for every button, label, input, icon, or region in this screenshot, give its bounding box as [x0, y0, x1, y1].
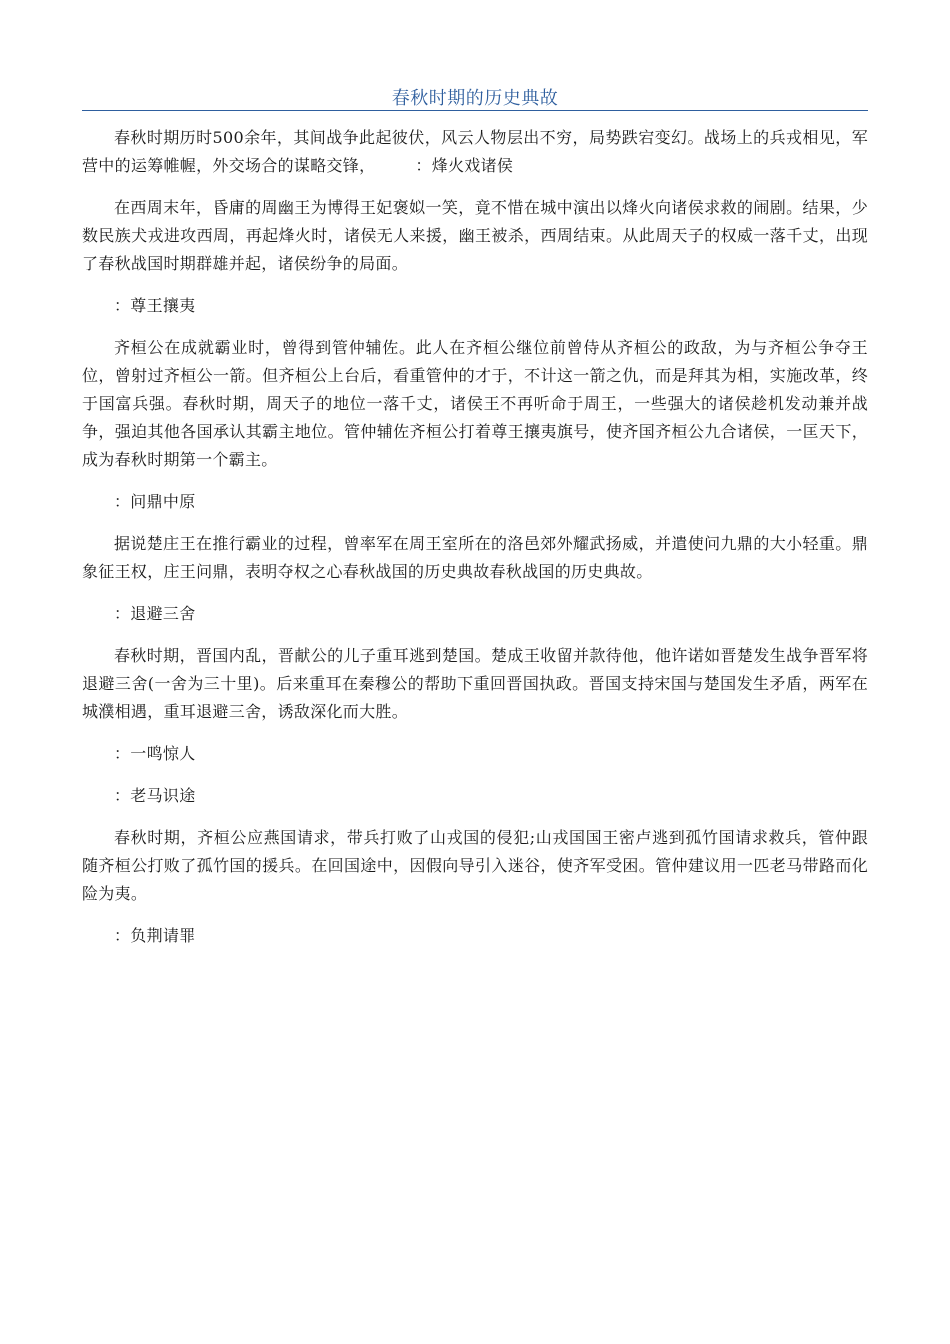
- heading-wending: ：问鼎中原: [114, 492, 196, 511]
- document-body: [82, 124, 868, 950]
- heading-yiming: ：一鸣惊人: [114, 744, 196, 763]
- paragraph-laoma: 春秋时期，齐桓公应燕国请求，带兵打败了山戎国的侵犯;山戎国国王密卢逃到孤竹国请求救兵，管仲跟随齐桓公打败了孤竹国的援兵。在回国途中，因假向导引入迷谷，使齐军受困。管仲建议用一匹老马带路而化险为夷。: [82, 828, 868, 903]
- document-title: 春秋时期的历史典故: [391, 88, 559, 109]
- paragraph-wending: 据说楚庄王在推行霸业的过程，曾率军在周王室所在的洛邑郊外耀武扬威，并遣使问九鼎的大小轻重。鼎象征王权，庄王问鼎，表明夺权之心春秋战国的历史典故春秋战国的历史典故。: [82, 534, 868, 581]
- heading-laoma: ：老马识途: [114, 786, 196, 805]
- heading-tuibi: ：退避三舍: [114, 604, 196, 623]
- paragraph-zunwang: 齐桓公在成就霸业时，曾得到管仲辅佐。此人在齐桓公继位前曾侍从齐桓公的政敌，为与齐桓公争夺王位，曾射过齐桓公一箭。但齐桓公上台后，看重管仲的才于，不计这一箭之仇，而是拜其为相，实施改革，终于国富兵强。春秋时期，周天子的地位一落千丈，诸侯王不再听命于周王，一些强大的诸侯趁机发动兼并战争，强迫其他各国承认其霸主地位。管仲辅佐齐桓公打着尊王攘夷旗号，使齐国齐桓公九合诸侯，一匡天下，成为春秋时期第一个霸主。: [82, 338, 868, 469]
- intro-text: 春秋时期历时500余年，其间战争此起彼伏，风云人物层出不穷，局势跌宕变幻。战场上的兵戎相见，军营中的运筹帷幄，外交场合的谋略交锋，: [82, 128, 868, 175]
- heading-fenghuo: ：烽火戏诸侯: [415, 156, 514, 175]
- paragraph-fenghuo: 在西周末年，昏庸的周幽王为博得王妃褒姒一笑，竟不惜在城中演出以烽火向诸侯求救的闹剧。结果，少数民族犬戎进攻西周，再起烽火时，诸侯无人来援，幽王被杀，西周结束。从此周天子的权威一落千丈，出现了春秋战国时期群雄并起，诸侯纷争的局面。: [82, 198, 868, 273]
- heading-fujing: ：负荆请罪: [114, 926, 196, 945]
- heading-zunwang: ：尊王攘夷: [114, 296, 196, 315]
- intro-paragraph: [82, 124, 868, 180]
- document-header: [82, 80, 868, 111]
- paragraph-tuibi: 春秋时期，晋国内乱，晋献公的儿子重耳逃到楚国。楚成王收留并款待他，他许诺如晋楚发生战争晋军将退避三舍(一舍为三十里)。后来重耳在秦穆公的帮助下重回晋国执政。晋国支持宋国与楚国发生矛盾，两军在城濮相遇，重耳退避三舍，诱敌深化而大胜。: [82, 646, 868, 721]
